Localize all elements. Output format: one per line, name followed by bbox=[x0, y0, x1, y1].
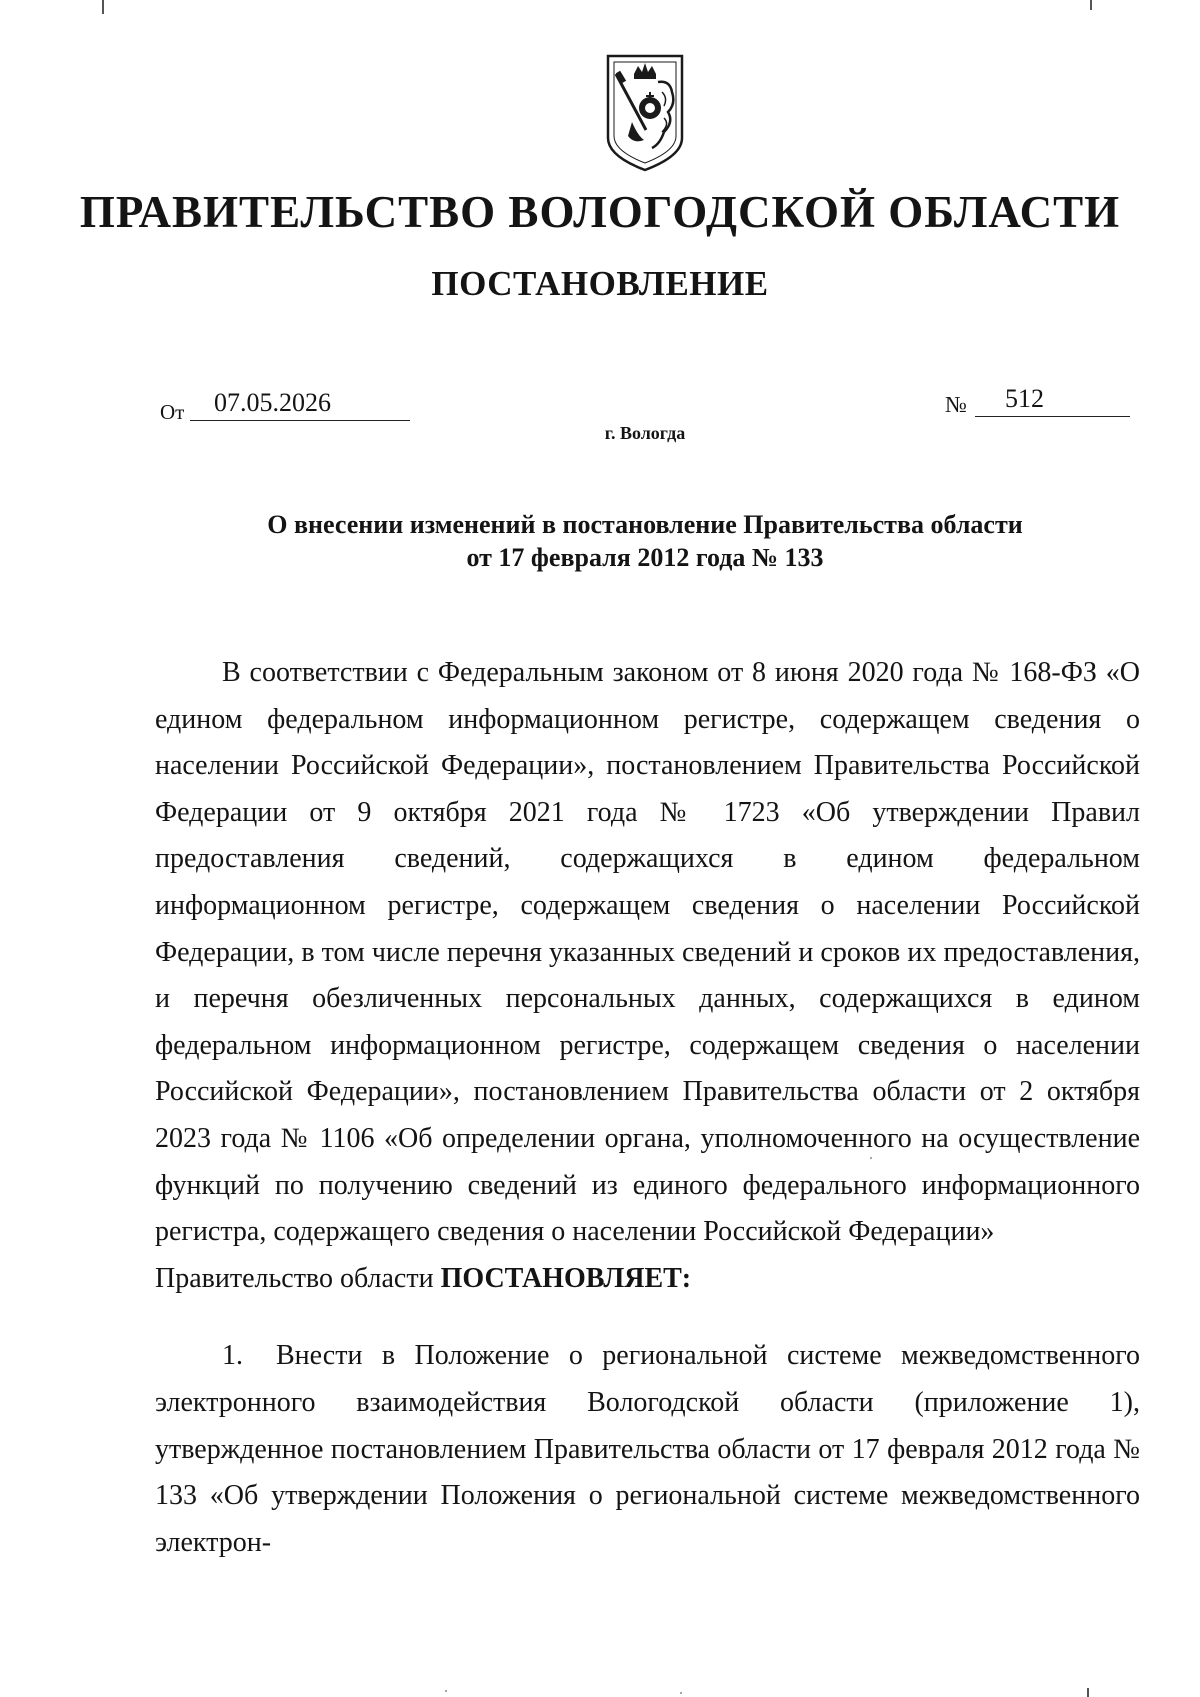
decree-word: ПОСТАНОВЛЯЕТ: bbox=[440, 1262, 692, 1294]
city-label: г. Вологда bbox=[604, 423, 686, 443]
scan-mark bbox=[1090, 0, 1092, 10]
org-title: ПРАВИТЕЛЬСТВО ВОЛОГОДСКОЙ ОБЛАСТИ bbox=[79, 187, 1121, 237]
document-number: 512 bbox=[975, 384, 1130, 417]
list-item bbox=[155, 1333, 1140, 1566]
item-number: 1. bbox=[222, 1340, 243, 1372]
scan-speck bbox=[445, 1690, 447, 1692]
document-date: 07.05.2026 bbox=[190, 388, 410, 421]
scan-speck bbox=[680, 1692, 682, 1694]
coat-of-arms-icon bbox=[604, 52, 686, 172]
date-label: От bbox=[160, 400, 185, 424]
item-text: Внести в Положение о региональной системе межведомственного электронного взаимодействия Вологодской области (приложение 1), утвержденное постановлением Правительства области от 17 февраля 2012 года № 133 «Об утверждении Положения о региональной системе межведомственного электрон- bbox=[155, 1340, 1140, 1558]
decree-prefix: Правительство области bbox=[155, 1262, 434, 1294]
document-subject bbox=[0, 508, 1200, 574]
scan-speck bbox=[870, 1157, 872, 1159]
document-body bbox=[155, 650, 1140, 1566]
subject-line-1: О внесении изменений в постановление Правительства области bbox=[267, 510, 1023, 539]
scan-mark bbox=[102, 0, 104, 14]
preamble-paragraph: В соответствии с Федеральным законом от 8 июня 2020 года № 168-ФЗ «О едином федеральном информационном регистре, содержащем сведения о населении Российской Федерации», постановлением Правительства Российской Федерации от 9 октября 2021 года № 1723 «Об утверждении Правил предоставления сведений, содержащихся в едином федеральном информационном регистре, содержащем сведения о населении Российской Федерации, в том числе перечня указанных сведений и сроков их предоставления, и перечня обезличенных персональных данных, содержащихся в едином федеральном информационном регистре, содержащем сведения о населении Российской Федерации», постановлением Правительства области от 2 октября 2023 года № 1106 «Об определении органа, уполномоченного на осуществление функций по получению сведений из единого федерального информационного регистра, содержащего сведения о населении Российской Федерации» bbox=[155, 657, 1140, 1248]
document-type: ПОСТАНОВЛЕНИЕ bbox=[431, 264, 769, 303]
decree-line bbox=[155, 1256, 1140, 1303]
subject-line-2: от 17 февраля 2012 года № 133 bbox=[466, 543, 824, 572]
scan-mark bbox=[1087, 1688, 1089, 1697]
number-label: № bbox=[945, 392, 967, 417]
